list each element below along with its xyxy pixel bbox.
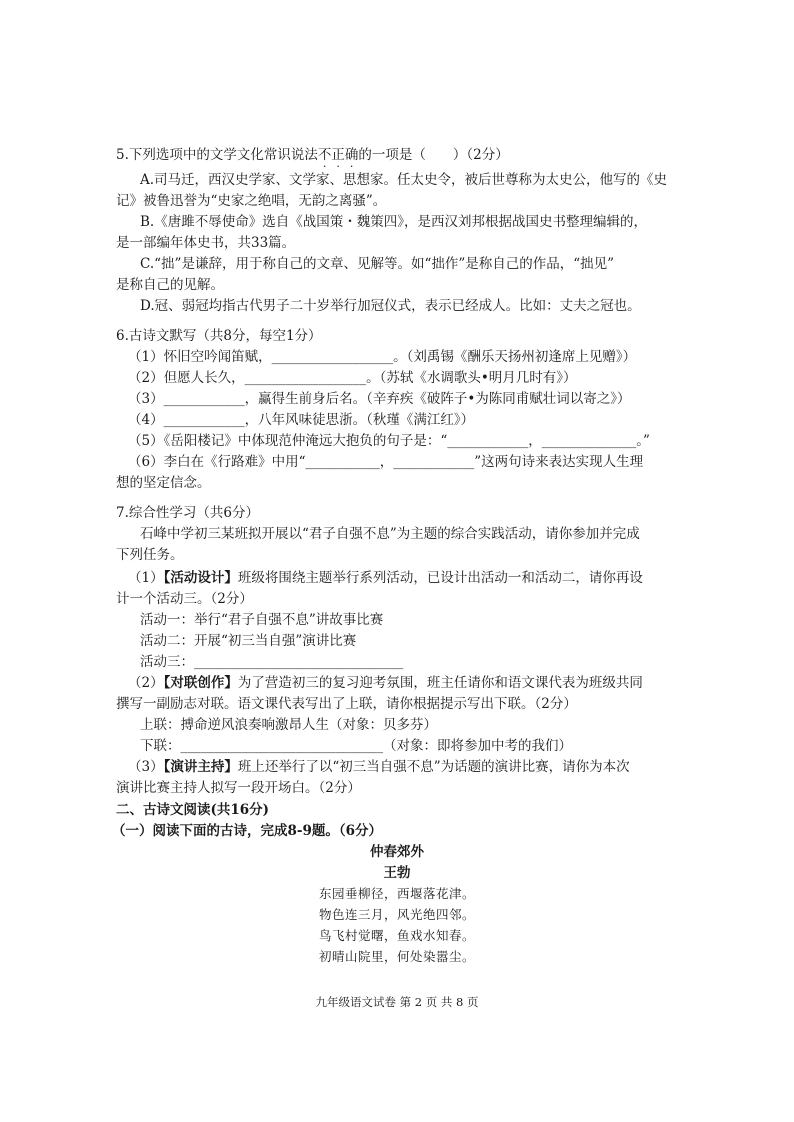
page-footer: 九年级语文试卷 第 2 页 共 8 页 bbox=[315, 995, 479, 1009]
section-2-subtitle: （一）阅读下面的古诗，完成8-9题。（6分） bbox=[112, 823, 383, 839]
q5-stem: 5.下列选项中的文学文化常识说法不正确的一项是（ ）（2分） bbox=[116, 147, 509, 163]
q6-item-3: （3）____________，赢得生前身后名。（辛弃疾《破阵子•为陈同甫赋壮词以寄之》） bbox=[128, 391, 631, 407]
q7-task-3: （3）【演讲主持】班上还举行了以“初三当自强不息”为话题的演讲比赛，请你为本次 bbox=[128, 759, 630, 775]
q7-activity-1: 活动一：举行“君子自强不息”讲故事比赛 bbox=[140, 612, 384, 628]
q5-option-a: A.司马迁，西汉史学家、文学家、思想家。任太史令，被后世尊称为太史公，他写的《史 bbox=[140, 172, 668, 188]
q7-upper-couplet: 上联：搏命逆风浪奏响激昂人生（对象：贝多芬） bbox=[140, 717, 437, 733]
poem-line: 初晴山院里，何处染嚣尘。 bbox=[318, 949, 475, 964]
q5-option-d: D.冠、弱冠均指古代男子二十岁举行加冠仪式，表示已经成人。比如：丈夫之冠也。 bbox=[140, 298, 641, 314]
q7-activity-3: 活动三：_______________________________ bbox=[140, 654, 404, 670]
q7-intro-cont: 下列任务。 bbox=[116, 547, 184, 563]
poem-line: 鸟飞村觉曙，鱼戏水知春。 bbox=[318, 928, 475, 943]
q6-item-6: （6）李白在《行路难》中用“___________，____________”这两句诗来表达实现人生理 bbox=[128, 454, 644, 470]
task-tag: 【活动设计】 bbox=[163, 570, 238, 586]
emphasis-char: 确 bbox=[344, 147, 359, 163]
emphasis-char: 正 bbox=[331, 147, 345, 163]
q7-activity-2: 活动二：开展“初三当自强”演讲比赛 bbox=[140, 633, 357, 649]
q7-task-2: （2）【对联创作】为了营造初三的复习迎考氛围，班主任请你和语文课代表为班级共同 bbox=[128, 675, 643, 691]
poem-line: 物色连三月，风光绝四邻。 bbox=[318, 907, 475, 922]
q7-task-1: （1）【活动设计】班级将围绕主题举行系列活动，已设计出活动一和活动二，请你再设 bbox=[128, 570, 643, 586]
section-2-title: 二、古诗文阅读(共16分) bbox=[116, 802, 270, 818]
q7-intro: 石峰中学初三某班拟开展以“君子自强不息”为主题的综合实践活动，请你参加并完成 bbox=[140, 526, 640, 542]
q7-task-1-cont: 计一个活动三。（2分） bbox=[116, 591, 253, 607]
q6-item-6-cont: 想的坚定信念。 bbox=[116, 475, 211, 491]
q5-option-c-cont: 是称自己的见解。 bbox=[116, 277, 224, 293]
q6-item-2: （2）但愿人长久，__________________。（苏轼《水调歌头•明月几时有》） bbox=[128, 370, 577, 386]
task-tag: 【演讲主持】 bbox=[163, 759, 238, 775]
q7-lower-couplet: 下联：______________________________（对象：即将参加中考的我们） bbox=[140, 738, 572, 754]
q6-item-5: （5）《岳阳楼记》中体现范仲淹远大抱负的句子是：“____________，______________。” bbox=[128, 433, 650, 449]
task-tag: 【对联创作】 bbox=[163, 675, 238, 691]
poem-author: 王勃 bbox=[383, 865, 411, 881]
poem-line: 东园垂柳径，西堰落花津。 bbox=[318, 886, 475, 901]
emphasis-char: 不 bbox=[317, 147, 332, 163]
q7-task-2-cont: 撰写一副励志对联。语文课代表写出了上联，请你根据提示写出下联。（2分） bbox=[116, 696, 577, 712]
q5-option-c: C.“拙”是谦辞，用于称自己的文章、见解等。如“拙作”是称自己的作品，“拙见” bbox=[140, 256, 615, 272]
q5-option-b: B.《唐雎不辱使命》选自《战国策・魏策四》，是西汉刘邦根据战国史书整理编辑的， bbox=[140, 214, 647, 230]
q7-stem: 7.综合性学习（共6分） bbox=[116, 505, 259, 521]
q7-task-3-cont: 演讲比赛主持人拟写一段开场白。（2分） bbox=[116, 780, 361, 796]
q6-item-1: （1）怀旧空吟闻笛赋，__________________。（刘禹锡《酬乐天扬州初逢席上见赠》） bbox=[128, 349, 637, 365]
q5-option-b-cont: 是一部编年体史书，共33篇。 bbox=[116, 235, 296, 251]
q6-stem: 6.古诗文默写（共8分，每空1分） bbox=[116, 328, 322, 344]
poem-title: 仲春郊外 bbox=[370, 844, 424, 860]
q6-item-4: （4）____________，八年风味徒思浙。（秋瑾《满江红》） bbox=[128, 412, 475, 428]
q5-option-a-cont: 记》被鲁迅誉为“史家之绝唱，无韵之离骚”。 bbox=[116, 193, 387, 209]
